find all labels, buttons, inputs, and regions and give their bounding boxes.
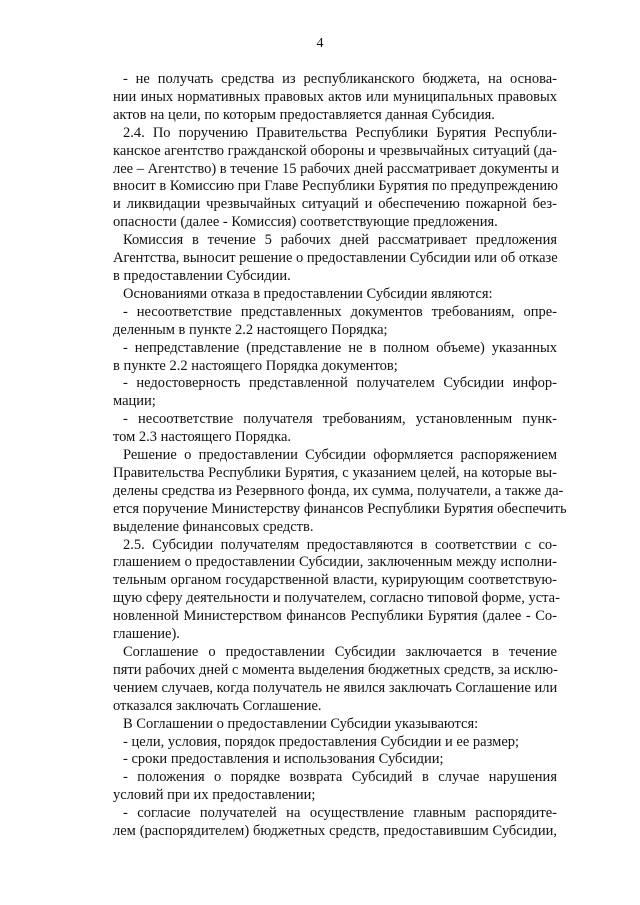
text-line: лем (распорядителем) бюджетных средств, предоставившим Субсидии,: [113, 823, 557, 840]
text-line: канское агентство гражданской обороны и чрезвычайных ситуаций (да-: [113, 142, 557, 159]
text-line: Правительства Республики Бурятия, с указанием целей, на которые вы-: [113, 464, 557, 481]
text-line: лее – Агентство) в течение 15 рабочих дней рассматривает документы и: [113, 160, 559, 177]
text-line: Решение о предоставлении Субсидии оформляется распоряжением: [123, 447, 557, 464]
text-line: делены средства из Резервного фонда, их сумма, получатели, а также да-: [113, 482, 564, 499]
page-number: 4: [316, 36, 324, 51]
text-line: в предоставлении Субсидии.: [113, 267, 291, 284]
paragraph: [113, 304, 557, 340]
text-line: отказался заключать Соглашение.: [113, 697, 322, 714]
text-line: Соглашение о предоставлении Субсидии заключается в течение: [123, 644, 557, 660]
text-line: - согласие получателей на осуществление главным распорядите-: [123, 805, 557, 822]
paragraph: [113, 125, 557, 232]
text-line: Агентства, выносит решение о предоставлении Субсидии или об отказе: [113, 250, 558, 267]
text-line: актов на цели, по которым предоставляется данная Субсидия.: [113, 106, 495, 123]
paragraph: [113, 769, 557, 805]
text-line: чением случаев, когда получатель не явился заключать Соглашение или: [113, 679, 558, 696]
paragraph: [113, 536, 560, 644]
text-line: - не получать средства из республиканского бюджета, на основа-: [123, 71, 557, 87]
text-line: пяти рабочих дней с момента выделения бюджетных средств, за исклю-: [113, 661, 558, 678]
text-line: 2.5. Субсидии получателям предоставляются в соответствии с со-: [123, 536, 557, 553]
text-line: 2.4. По поручению Правительства Республики Бурятия Республи-: [123, 124, 557, 141]
text-line: - непредставление (представление не в полном объеме) указанных: [123, 339, 557, 356]
paragraph: [113, 805, 557, 841]
text-line: новленной Министерством финансов Республики Бурятия (далее - Со-: [113, 608, 557, 625]
text-line: в пункте 2.2 настоящего Порядка документов;: [113, 357, 398, 374]
text-line: - цели, условия, порядок предоставления Субсидии и ее размер;: [123, 733, 520, 750]
text-line: том 2.3 настоящего Порядка.: [113, 429, 292, 446]
text-line: мации;: [113, 393, 156, 410]
text-line: и ликвидации чрезвычайных ситуаций и обеспечению пожарной без-: [113, 196, 557, 213]
paragraph: [113, 286, 557, 304]
paragraph: [113, 411, 557, 447]
text-line: Комиссия в течение 5 рабочих дней рассматривает предложения: [123, 232, 557, 249]
text-line: Основаниями отказа в предоставлении Субсидии являются:: [123, 285, 493, 302]
text-line: - положения о порядке возврата Субсидий в случае нарушения: [123, 769, 557, 786]
text-line: деленным в пункте 2.2 настоящего Порядка;: [113, 321, 388, 338]
text-line: глашение).: [113, 626, 180, 643]
paragraph: [113, 340, 557, 376]
text-line: вносит в Комиссию при Главе Республики Бурятия по предупреждению: [113, 178, 559, 195]
text-line: опасности (далее - Комиссия) соответствующие предложения.: [113, 214, 498, 231]
paragraph: [113, 644, 557, 716]
paragraph: [113, 71, 557, 125]
paragraph: [113, 232, 557, 286]
text-line: - несоответствие получателя требованиям, установленным пунк-: [123, 411, 557, 428]
document-body: [113, 71, 567, 841]
text-line: - недостоверность представленной получателем Субсидии инфор-: [123, 375, 557, 392]
paragraph: [113, 447, 567, 537]
text-line: ется поручение Министерству финансов Республики Бурятия обеспечить: [113, 500, 567, 517]
text-line: нии иных нормативных правовых актов или муниципальных правовых: [113, 88, 557, 105]
paragraph: [113, 375, 557, 411]
paragraph: [113, 734, 557, 752]
text-line: - несоответствие представленных документов требованиям, опре-: [123, 303, 557, 320]
text-line: В Соглашении о предоставлении Субсидии указываются:: [123, 715, 479, 732]
text-line: щую сферу деятельности и получателем, согласно типовой форме, уста-: [113, 590, 560, 607]
paragraph: [113, 751, 557, 769]
text-line: глашением о предоставлении Субсидии, заключенным между исполни-: [113, 554, 557, 571]
text-line: выделение финансовых средств.: [113, 518, 314, 535]
paragraph: [113, 716, 557, 734]
text-line: - сроки предоставления и использования Субсидии;: [123, 751, 444, 768]
text-line: условий при их предоставлении;: [113, 787, 316, 804]
text-line: тельным органом государственной власти, курирующим соответствую-: [113, 572, 557, 589]
